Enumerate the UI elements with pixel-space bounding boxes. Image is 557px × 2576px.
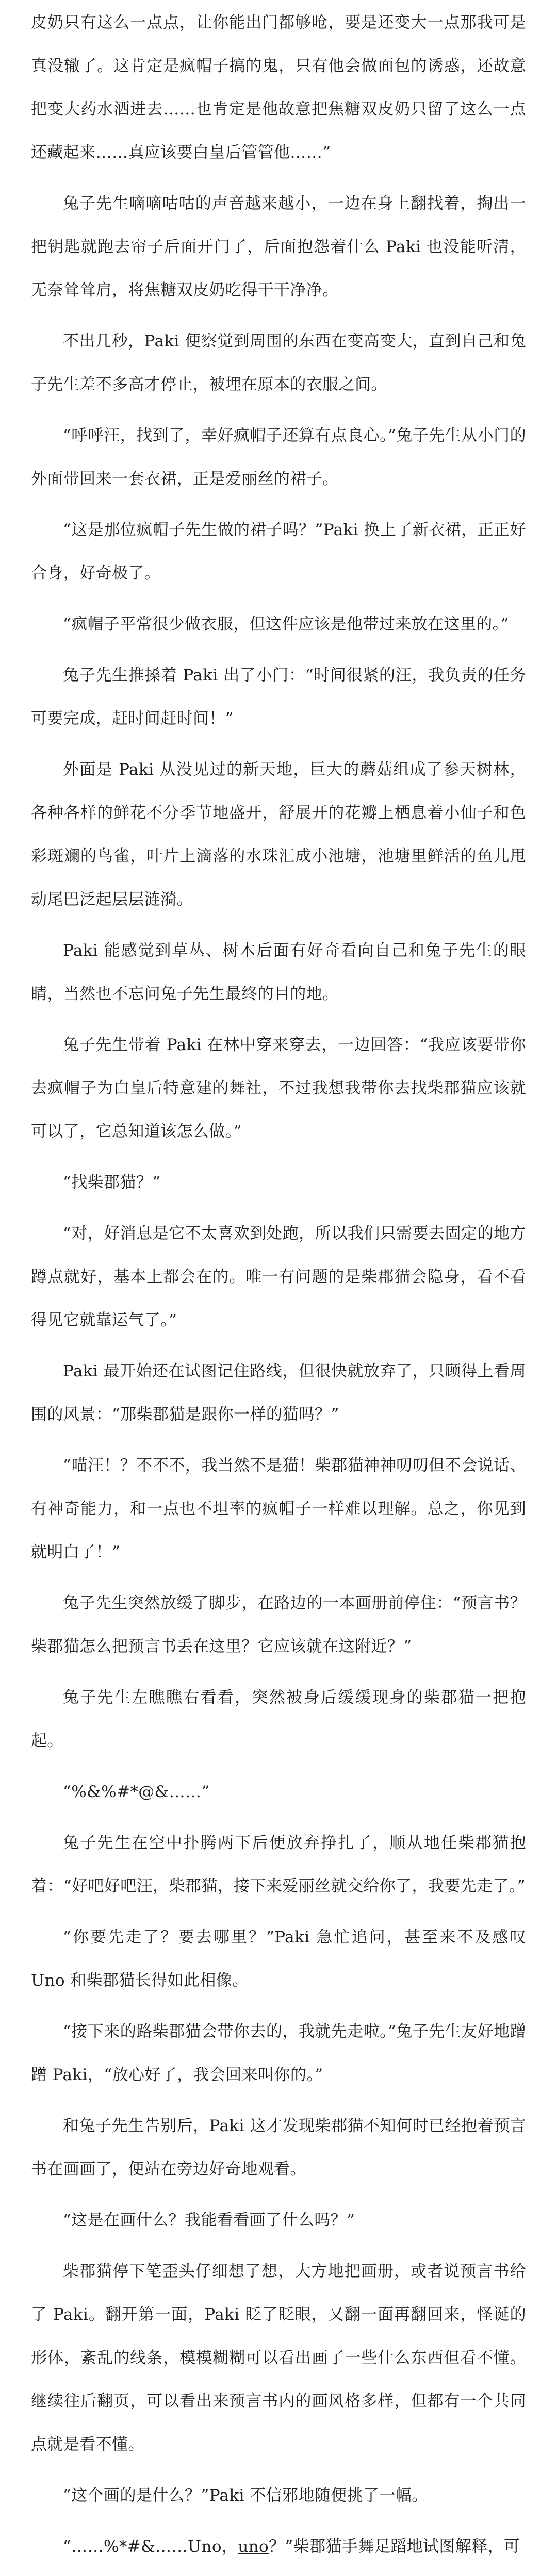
- paragraph: 兔子先生左瞧瞧右看看，突然被身后缓缓现身的柴郡猫一把抱起。: [31, 1688, 526, 1750]
- paragraph: 兔子先生带着 Paki 在林中穿来穿去，一边回答：“我应该要带你去疯帽子为白皇后特意建的舞社，不过我想我带你去找柴郡猫应该就可以了，它总知道该怎么做。”: [31, 1036, 526, 1141]
- paragraph: 和兔子先生告别后，Paki 这才发现柴郡猫不知何时已经抱着预言书在画画了，便站在旁边好奇地观看。: [31, 2117, 526, 2179]
- paragraph: 皮奶只有这么一点点，让你能出门都够呛，要是还变大一点那我可是真没辙了。这肯定是疯帽子搞的鬼，只有他会做面包的诱惑，还故意把变大药水洒进去……也肯定是他故意把焦糖双皮奶只留了这么一点还藏起来……真应该要白皇后管管他……”: [31, 13, 526, 162]
- paragraph: 兔子先生在空中扑腾两下后便放弃挣扎了，顺从地任柴郡猫抱着：“好吧好吧汪，柴郡猫，接下来爱丽丝就交给你了，我要先走了。”: [31, 1834, 526, 1896]
- paragraph: “喵汪！？不不不，我当然不是猫！柴郡猫神神叨叨但不会说话、有神奇能力，和一点也不坦率的疯帽子一样难以理解。总之，你见到就明白了！”: [31, 1456, 526, 1561]
- paragraph-last-end: ？”柴郡猫手舞足蹈地试图解释，可: [269, 2537, 520, 2556]
- paragraph: “你要先走了？要去哪里？”Paki 急忙追问，甚至来不及感叹 Uno 和柴郡猫长得如此相像。: [31, 1928, 526, 1990]
- paragraph: “这是在画什么？我能看看画了什么吗？”: [63, 2211, 355, 2230]
- paragraph: “这个画的是什么？”Paki 不信邪地随便挑了一幅。: [63, 2486, 428, 2505]
- paragraph: 兔子先生突然放缓了脚步，在路边的一本画册前停住：“预言书？柴郡猫怎么把预言书丢在这里？它应该就在这附近？”: [31, 1594, 526, 1656]
- paragraph-last: [31, 2525, 526, 2568]
- paragraph: “对，好消息是它不太喜欢到处跑，所以我们只需要去固定的地方蹲点就好，基本上都会在的。唯一有问题的是柴郡猫会隐身，看不看得见它就靠运气了。”: [31, 1224, 526, 1329]
- paragraph-last-start: “……%*#&……Uno，: [63, 2537, 238, 2556]
- paragraph: 兔子先生推搡着 Paki 出了小门：“时间很紧的汪，我负责的任务可要完成，赶时间赶时间！”: [31, 666, 526, 728]
- paragraph: Paki 能感觉到草丛、树木后面有好奇看向自己和兔子先生的眼睛，当然也不忘问兔子先生最终的目的地。: [31, 941, 526, 1003]
- underlined-word: uno: [238, 2537, 269, 2556]
- paragraph: 兔子先生嘀嘀咕咕的声音越来越小，一边在身上翻找着，掏出一把钥匙就跑去帘子后面开门了，后面抱怨着什么 Paki 也没能听清，无奈耸耸肩，将焦糖双皮奶吃得干干净净。: [31, 194, 526, 300]
- paragraph: “疯帽子平常很少做衣服，但这件应该是他带过来放在这里的。”: [63, 615, 509, 634]
- paragraph: 不出几秒，Paki 便察觉到周围的东西在变高变大，直到自己和兔子先生差不多高才停止，被埋在原本的衣服之间。: [31, 332, 526, 394]
- paragraph: Paki 最开始还在试图记住路线，但很快就放弃了，只顾得上看周围的风景：“那柴郡猫是跟你一样的猫吗？”: [31, 1362, 526, 1424]
- paragraph: “找柴郡猫？”: [63, 1173, 161, 1192]
- story-text: [31, 0, 526, 2576]
- paragraph: “%&%#*@&……”: [63, 1783, 210, 1801]
- paragraph: “接下来的路柴郡猫会带你去的，我就先走啦。”兔子先生友好地蹭蹭 Paki，“放心好了，我会回来叫你的。”: [31, 2022, 526, 2084]
- paragraph: 外面是 Paki 从没见过的新天地，巨大的蘑菇组成了参天树林，各种各样的鲜花不分季节地盛开，舒展开的花瓣上栖息着小仙子和色彩斑斓的鸟雀，叶片上滴落的水珠汇成小池塘，池塘里鲜活的鱼儿甩动尾巴泛起层层涟漪。: [31, 760, 526, 909]
- paragraph: “这是那位疯帽子先生做的裙子吗？”Paki 换上了新衣裙，正正好合身，好奇极了。: [31, 521, 526, 583]
- paragraph: 柴郡猫停下笔歪头仔细想了想，大方地把画册，或者说预言书给了 Paki。翻开第一面，Paki 眨了眨眼，又翻一面再翻回来，怪诞的形体，紊乱的线条，模模糊糊可以看出画了一些什么东西但看不懂。继续往后翻页，可以看出来预言书内的画风格多样，但都有一个共同点就是看不懂。: [31, 2262, 526, 2454]
- paragraph: “呼呼汪，找到了，幸好疯帽子还算有点良心。”兔子先生从小门的外面带回来一套衣裙，正是爱丽丝的裙子。: [31, 426, 526, 488]
